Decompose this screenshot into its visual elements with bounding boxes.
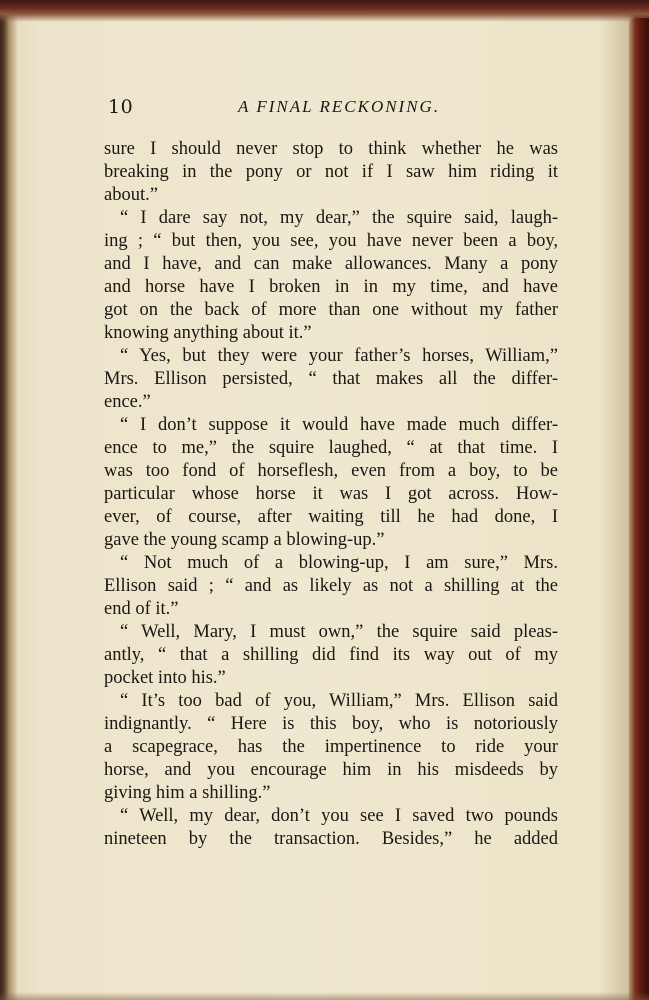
text-line: Ellison said ; “ and as likely as not a shilling at the	[104, 576, 558, 596]
text-line: “ I dare say not, my dear,” the squire said, laugh-	[120, 208, 558, 228]
text-line: and horse have I broken in in my time, and have	[104, 277, 558, 297]
text-line: gave the young scamp a blowing-up.”	[104, 530, 385, 550]
body-text	[104, 138, 558, 851]
text-line: ence to me,” the squire laughed, “ at that time. I	[104, 438, 558, 458]
text-line: knowing anything about it.”	[104, 323, 312, 343]
text-line: “ Well, Mary, I must own,” the squire said pleas-	[120, 622, 558, 642]
text-line: nineteen by the transaction. Besides,” he added	[104, 829, 558, 849]
text-line: ence.”	[104, 392, 151, 412]
page-number: 10	[108, 96, 134, 118]
text-line: “ Not much of a blowing-up, I am sure,” Mrs.	[120, 553, 558, 573]
text-line: indignantly. “ Here is this boy, who is notoriously	[104, 714, 558, 734]
text-line: “ I don’t suppose it would have made much differ-	[120, 415, 558, 435]
text-line: about.”	[104, 185, 158, 205]
page-header	[108, 96, 556, 122]
text-line: got on the back of more than one without my father	[104, 300, 558, 320]
text-line: sure I should never stop to think whether he was	[104, 139, 558, 159]
text-line: ing ; “ but then, you see, you have never been a boy,	[104, 231, 558, 251]
text-line: “ Well, my dear, don’t you see I saved two pounds	[120, 806, 558, 826]
text-line: a scapegrace, has the impertinence to ride your	[104, 737, 558, 757]
text-line: and I have, and can make allowances. Many a pony	[104, 254, 558, 274]
text-line: end of it.”	[104, 599, 179, 619]
text-line: pocket into his.”	[104, 668, 226, 688]
text-line: antly, “ that a shilling did find its way out of my	[104, 645, 558, 665]
text-line: Mrs. Ellison persisted, “ that makes all the differ-	[104, 369, 558, 389]
text-line: giving him a shilling.”	[104, 783, 271, 803]
text-line: was too fond of horseflesh, even from a boy, to be	[104, 461, 558, 481]
text-line: “ Yes, but they were your father’s horses, William,”	[120, 346, 558, 366]
text-line: breaking in the pony or not if I saw him riding it	[104, 162, 558, 182]
text-line: horse, and you encourage him in his misdeeds by	[104, 760, 558, 780]
running-title: A FINAL RECKONING.	[238, 97, 441, 116]
text-line: ever, of course, after waiting till he had done, I	[104, 507, 558, 527]
text-line: particular whose horse it was I got across. How-	[104, 484, 558, 504]
text-line: “ It’s too bad of you, William,” Mrs. Ellison said	[120, 691, 558, 711]
